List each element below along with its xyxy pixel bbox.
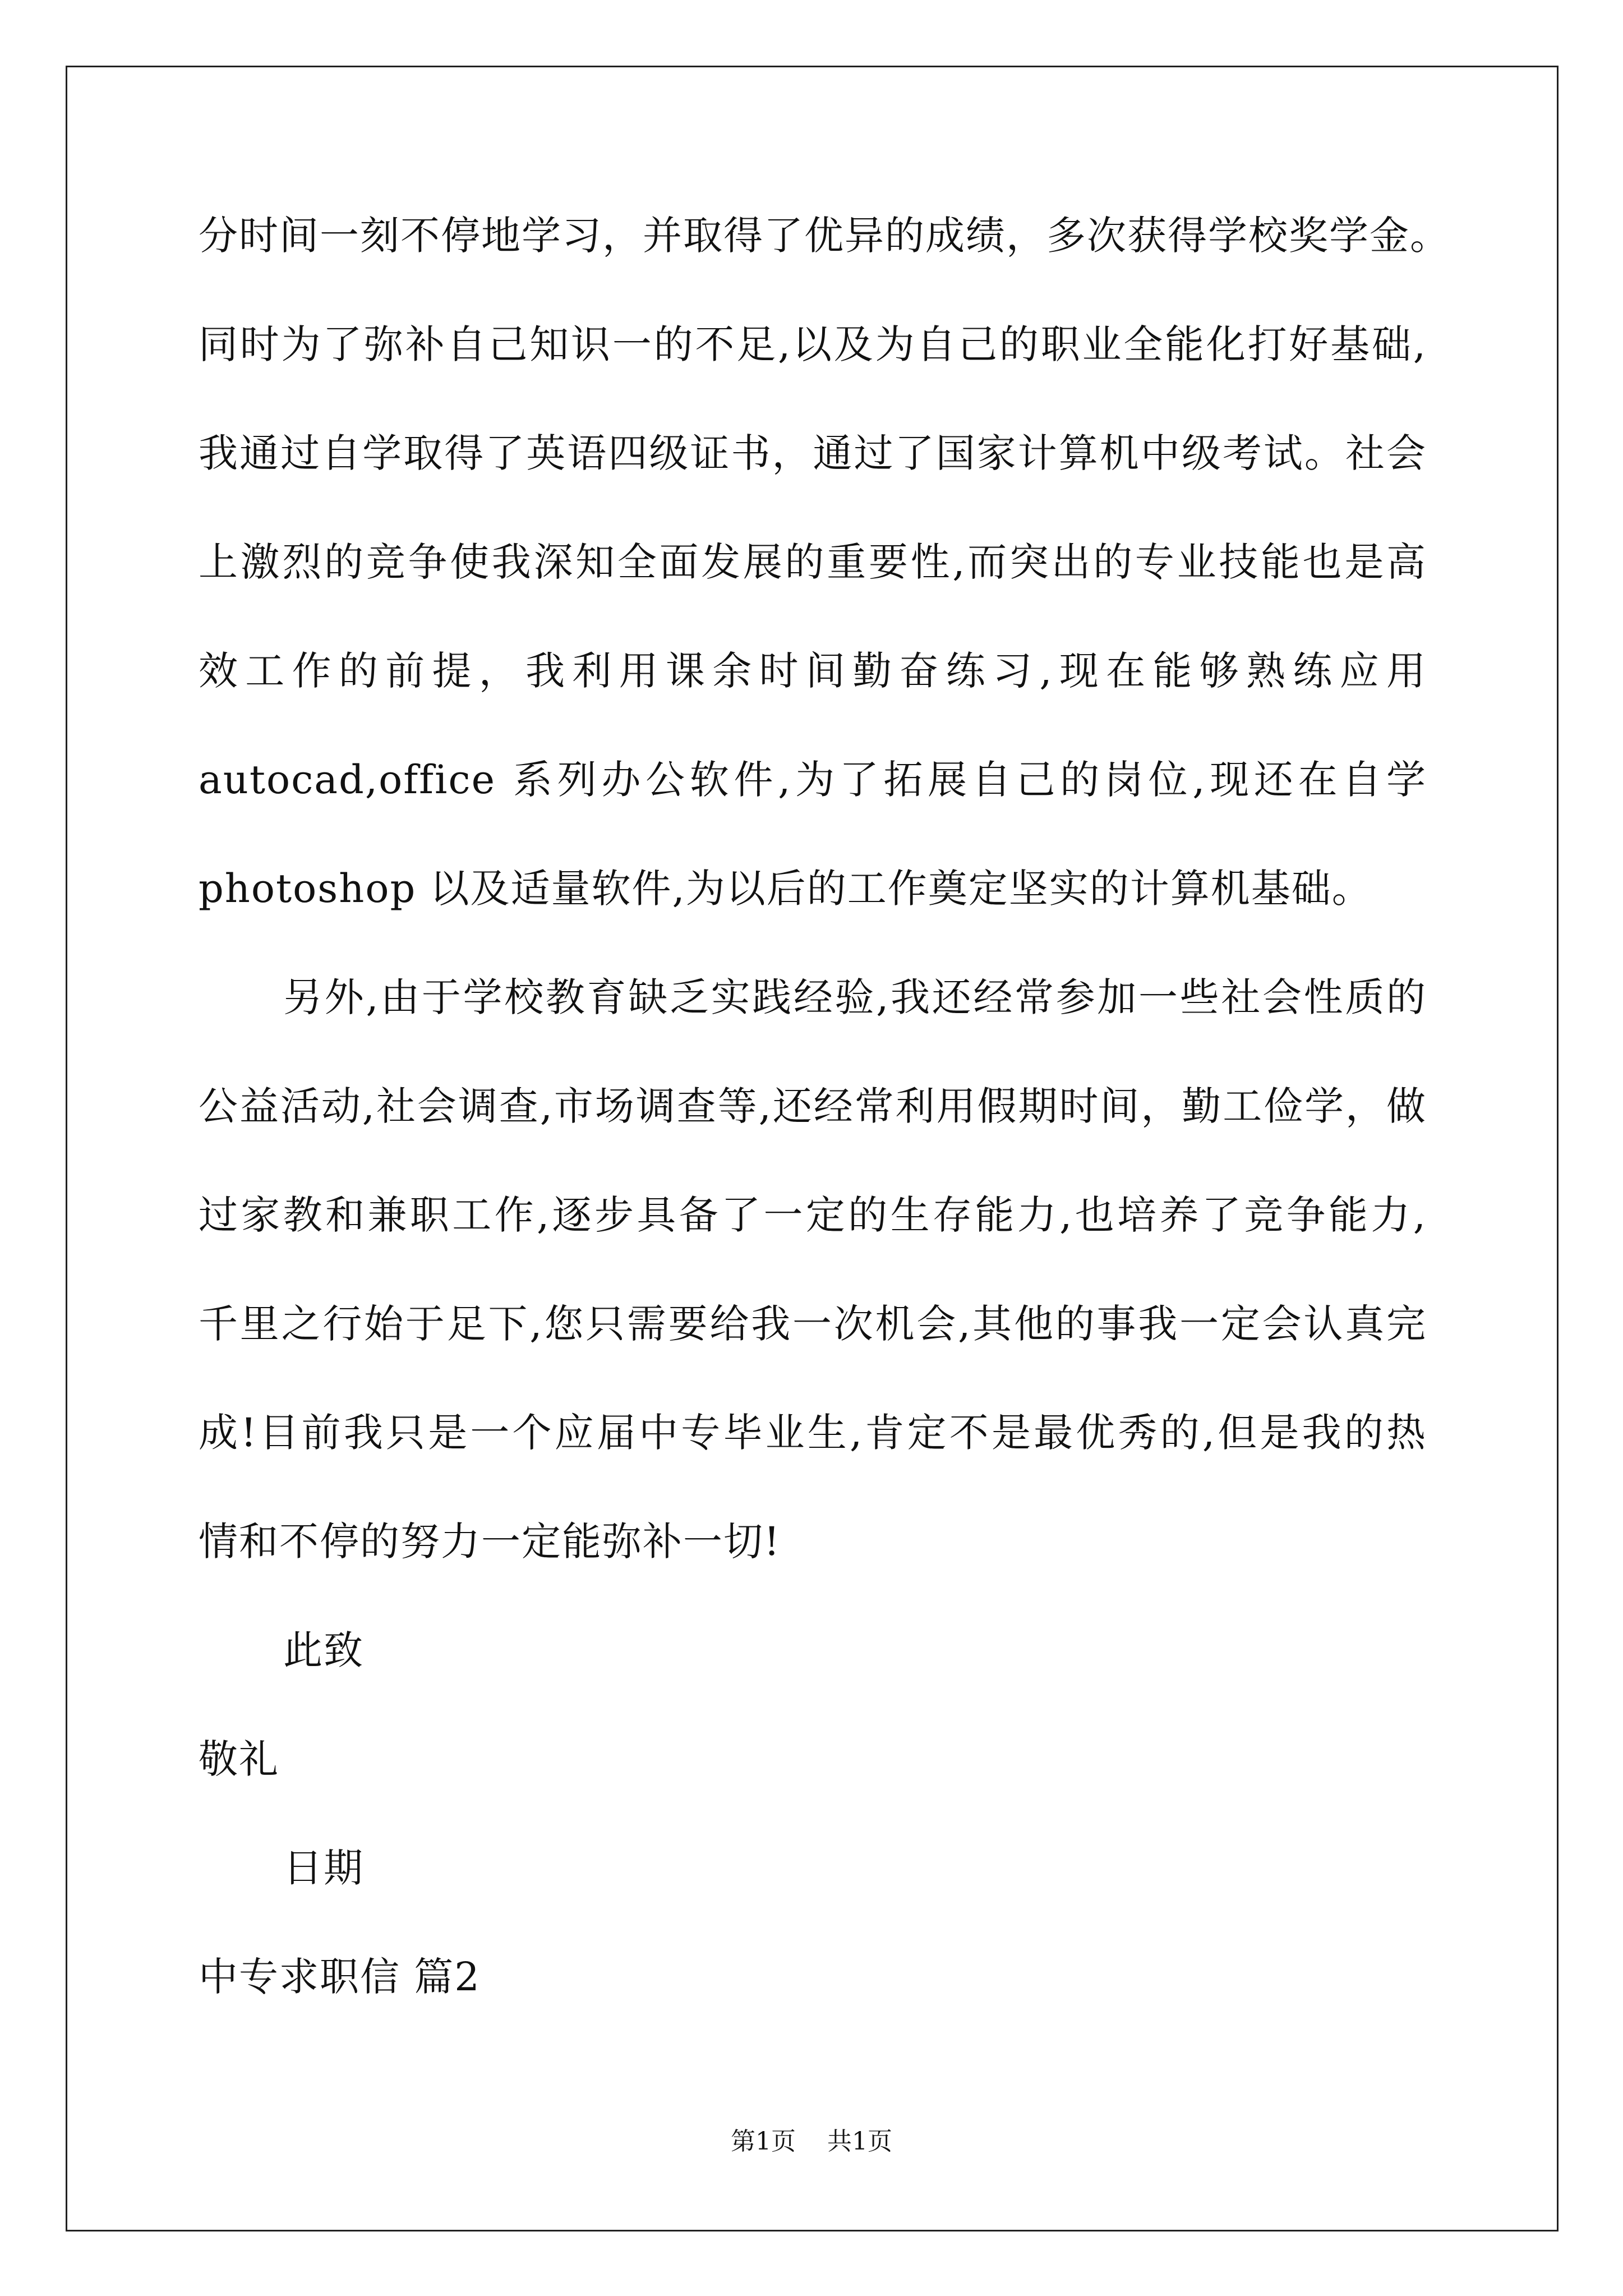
body-line-4: 上激烈的竞争使我深知全面发展的重要性,而突出的专业技能也是高	[199, 539, 1427, 585]
body-line-8: 另外,由于学校教育缺乏实践经验,我还经常参加一些社会性质的	[283, 974, 1427, 1020]
salutation-text: 敬礼	[199, 1736, 279, 1782]
page-frame	[66, 66, 1559, 2231]
body-line-13: 情和不停的努力一定能弥补一切!	[199, 1519, 781, 1565]
body-line-7: photoshop 以及适量软件,为以后的工作奠定坚实的计算机基础。	[199, 866, 1372, 912]
next-section-heading: 中专求职信 篇2	[199, 1954, 481, 2000]
body-line-10: 过家教和兼职工作,逐步具备了一定的生存能力,也培养了竞争能力,	[199, 1192, 1427, 1238]
body-line-3: 我通过自学取得了英语四级证书，通过了国家计算机中级考试。社会	[199, 430, 1427, 476]
date-label: 日期	[283, 1845, 364, 1891]
body-line-5: 效工作的前提，我利用课余时间勤奋练习,现在能够熟练应用	[199, 648, 1427, 694]
body-line-11: 千里之行始于足下,您只需要给我一次机会,其他的事我一定会认真完	[199, 1301, 1427, 1347]
body-line-6: autocad,office 系列办公软件,为了拓展自己的岗位,现还在自学	[199, 757, 1427, 803]
closing-text: 此致	[283, 1627, 364, 1673]
body-line-2: 同时为了弥补自己知识一的不足,以及为自己的职业全能化打好基础,	[199, 321, 1427, 367]
page-number-total: 共1页	[827, 2127, 892, 2156]
body-line-1: 分时间一刻不停地学习，并取得了优异的成绩，多次获得学校奖学金。	[199, 213, 1450, 259]
page-footer	[0, 2126, 1623, 2157]
body-line-12: 成!目前我只是一个应届中专毕业生,肯定不是最优秀的,但是我的热	[199, 1410, 1427, 1456]
page-number-current: 第1页	[731, 2127, 796, 2156]
body-line-9: 公益活动,社会调查,市场调查等,还经常利用假期时间，勤工俭学，做	[199, 1083, 1427, 1129]
